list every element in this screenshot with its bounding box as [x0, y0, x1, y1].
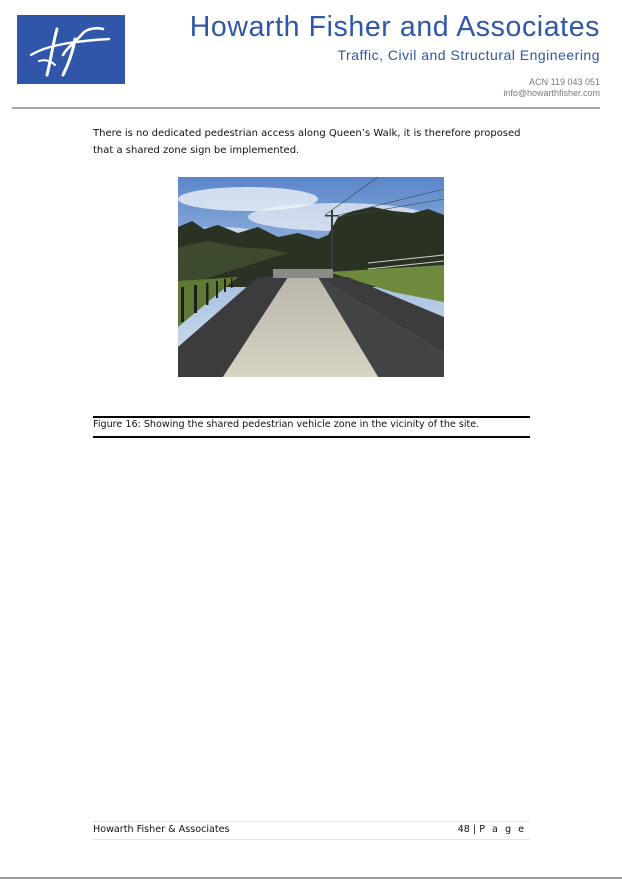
- figure-caption: Figure 16: Showing the shared pedestrian vehicle zone in the vicinity of the site.: [93, 419, 480, 430]
- figure-photo: [178, 177, 444, 377]
- footer-page-info: [458, 824, 526, 835]
- company-logo: [17, 15, 125, 84]
- contact-email[interactable]: info@howarthfisher.com: [503, 88, 600, 98]
- company-tagline: Traffic, Civil and Structural Engineering: [337, 47, 600, 63]
- caption-top-border: [93, 416, 530, 418]
- page-number: 48: [457, 824, 470, 835]
- body-paragraph: There is no dedicated pedestrian access along Queen’s Walk, it is therefore proposed that a shared zone sign be implemented.: [93, 128, 521, 156]
- road-photo-image: [178, 177, 444, 377]
- header-divider: [12, 107, 600, 109]
- company-name: Howarth Fisher and Associates: [189, 11, 600, 43]
- footer-company: Howarth Fisher & Associates: [93, 824, 230, 835]
- acn-number: ACN 119 043 051: [529, 77, 600, 87]
- footer-bottom-divider: [93, 839, 530, 840]
- hf-monogram-icon: [17, 15, 125, 84]
- page-label: P a g e: [479, 824, 526, 835]
- caption-bottom-border: [93, 436, 530, 438]
- footer-top-divider: [93, 821, 530, 822]
- page-separator: |: [472, 824, 477, 835]
